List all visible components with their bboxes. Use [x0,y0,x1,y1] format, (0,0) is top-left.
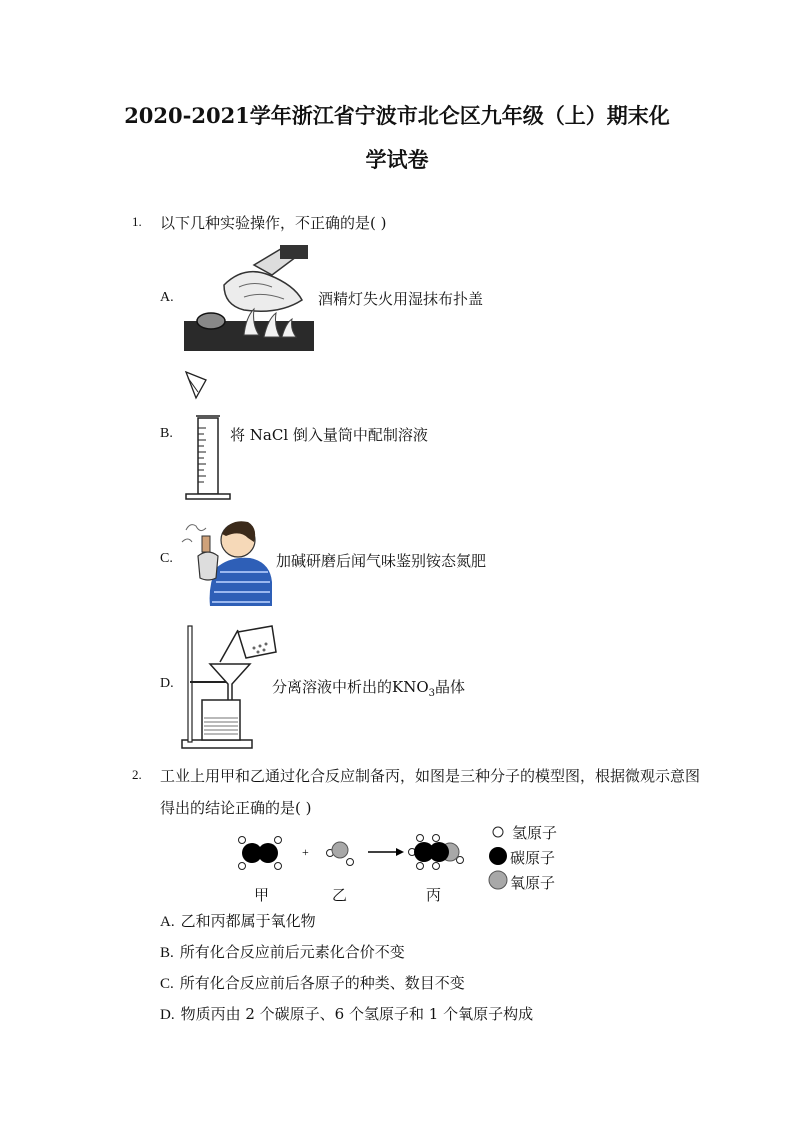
legend-oxygen: 氧原子 [510,874,556,892]
q2-choice-c: C. 所有化合反应前后各原子的种类、数目不变 [160,974,465,992]
question-1-stem: 以下几种实验操作，不正确的是( ) [160,214,387,232]
reaction-arrow [368,848,404,856]
label-jia: 甲 [254,886,270,904]
q2-choice-d: D. 物质丙由 2 个碳原子、6 个氢原子和 1 个氧原子构成 [160,1005,534,1023]
plus-sign: + [302,845,309,859]
carbon-atom-symbol [489,847,507,865]
q1-option-c-text: 加碱研磨后闻气味鉴别铵态氮肥 [276,552,487,570]
oxygen-atom-symbol [489,871,507,889]
q1-option-b-text: 将 NaCl 倒入量筒中配制溶液 [230,426,428,444]
q1-option-b-letter: B. [160,426,173,441]
q1-option-c-letter: C. [160,551,173,566]
legend-carbon: 碳原子 [510,849,556,867]
paper-title-line1: 2020-2021学年浙江省宁波市北仑区九年级（上）期末化 [124,103,670,128]
paper-title-line2: 学试卷 [365,147,429,172]
graduated-cylinder-image [182,368,232,502]
q1-option-a-text: 酒精灯失火用湿抹布扑盖 [318,290,484,308]
q2-choice-a: A. 乙和丙都属于氧化物 [160,912,316,930]
q2-choice-b: B. 所有化合反应前后元素化合价不变 [160,943,405,961]
boy-smelling-mortar-image [180,512,276,608]
q1-option-d-letter: D. [160,676,174,691]
q1-option-d-text: 分离溶液中析出的$KNO_3$晶体 [272,678,466,699]
label-yi: 乙 [332,886,348,904]
filtration-apparatus-image [180,622,280,750]
question-2-stem-line1: 工业上用甲和乙通过化合反应制备丙，如图是三种分子的模型图，根据微观示意图 [160,767,701,785]
hydrogen-atom-symbol [493,827,503,837]
legend-hydrogen: 氢原子 [512,824,558,842]
molecule-reaction-diagram [236,832,476,876]
molecule-bing [409,835,464,870]
question-2-stem-line2: 得出的结论正确的是( ) [160,799,312,817]
molecule-jia [239,837,282,870]
alcohol-lamp-fire-image [184,245,314,353]
molecule-yi [327,842,354,866]
question-1-number: 1. [132,214,142,229]
q1-option-a-letter: A. [160,290,174,305]
question-2-number: 2. [132,767,142,782]
label-bing: 丙 [426,886,442,904]
